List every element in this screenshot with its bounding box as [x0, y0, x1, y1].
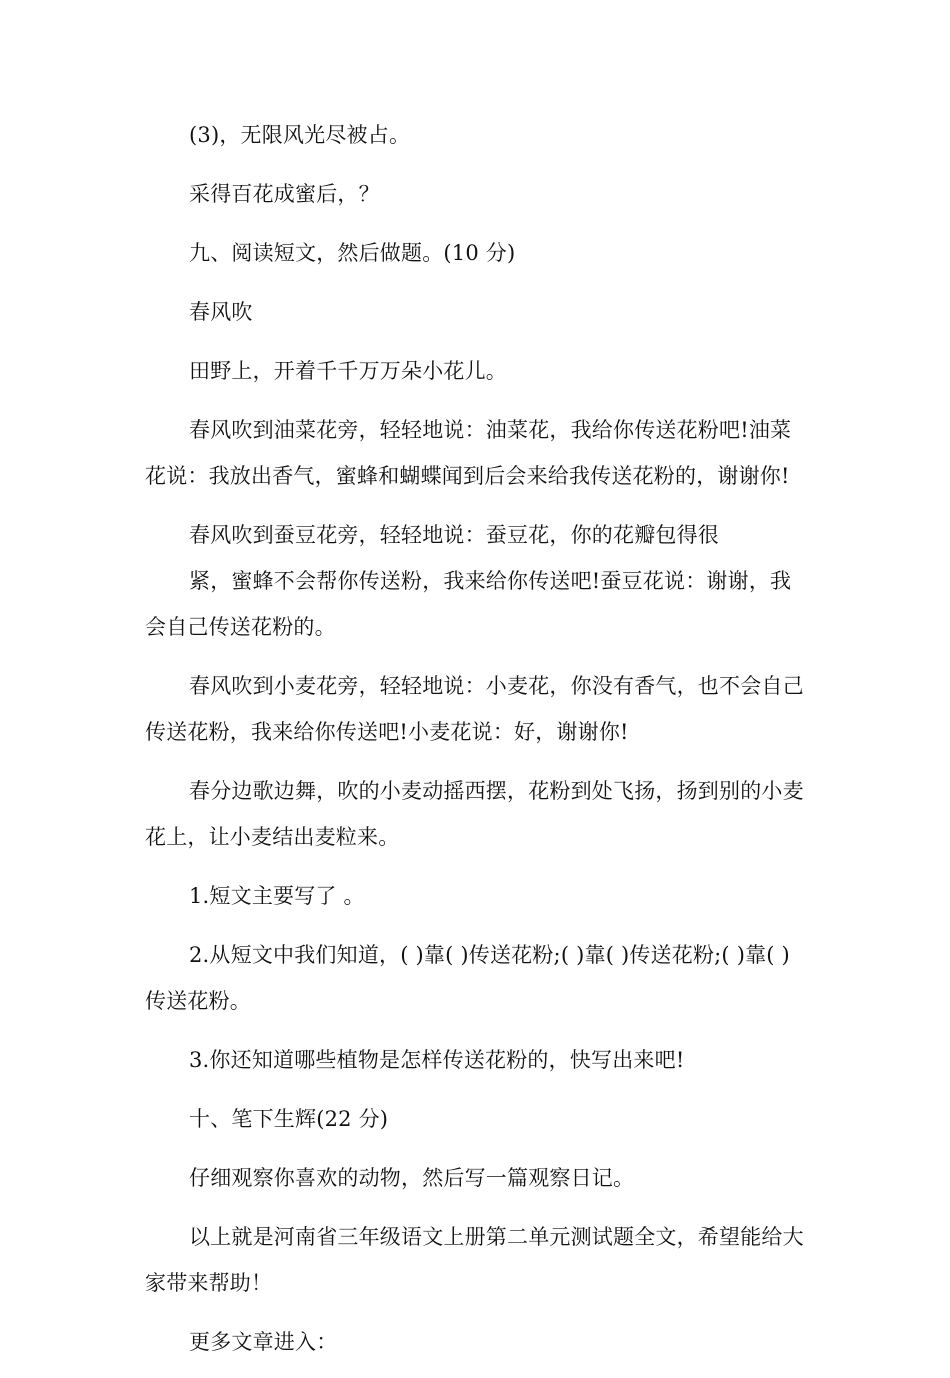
passage-paragraph: 春分边歌边舞，吹的小麦动摇西摆，花粉到处飞扬，扬到别的小麦花上，让小麦结出麦粒来。	[145, 779, 804, 849]
closing-text: 以上就是河南省三年级语文上册第二单元测试题全文，希望能给大家带来帮助！	[145, 1225, 804, 1295]
section-9-heading: 九、阅读短文，然后做题。(10 分)	[189, 241, 516, 265]
passage-paragraph: 春风吹到油菜花旁，轻轻地说：油菜花，我给你传送花粉吧!油菜花说：我放出香气，蜜蜂和蝴蝶闻到后会来给我传送花粉的，谢谢你!	[145, 418, 792, 488]
passage-paragraph: 紧，蜜蜂不会帮你传送粉，我来给你传送吧!蚕豆花说：谢谢，我会自己传送花粉的。	[145, 569, 792, 639]
poem-line-3: (3)，无限风光尽被占。	[189, 123, 411, 147]
question-3: 3.你还知道哪些植物是怎样传送花粉的，快写出来吧!	[189, 1048, 685, 1072]
passage-paragraph: 春风吹到小麦花旁，轻轻地说：小麦花，你没有香气，也不会自己传送花粉，我来给你传送吧!小麦花说：好，谢谢你!	[145, 674, 804, 744]
document-body	[145, 112, 810, 1378]
more-articles-text: 更多文章进入：	[189, 1330, 338, 1354]
question-1: 1.短文主要写了 。	[189, 884, 365, 908]
passage-paragraph: 田野上，开着千千万万朵小花儿。	[189, 359, 507, 383]
passage-paragraph: 春风吹到蚕豆花旁，轻轻地说：蚕豆花，你的花瓣包得很	[189, 523, 719, 547]
question-2: 2.从短文中我们知道，( )靠( )传送花粉;( )靠( )传送花粉;( )靠( )传送花粉。	[145, 943, 790, 1013]
poem-line-4: 采得百花成蜜后，？	[189, 182, 380, 206]
writing-prompt: 仔细观察你喜欢的动物，然后写一篇观察日记。	[189, 1166, 635, 1190]
passage-title: 春风吹	[189, 300, 253, 324]
section-10-heading: 十、笔下生辉(22 分)	[189, 1107, 389, 1131]
